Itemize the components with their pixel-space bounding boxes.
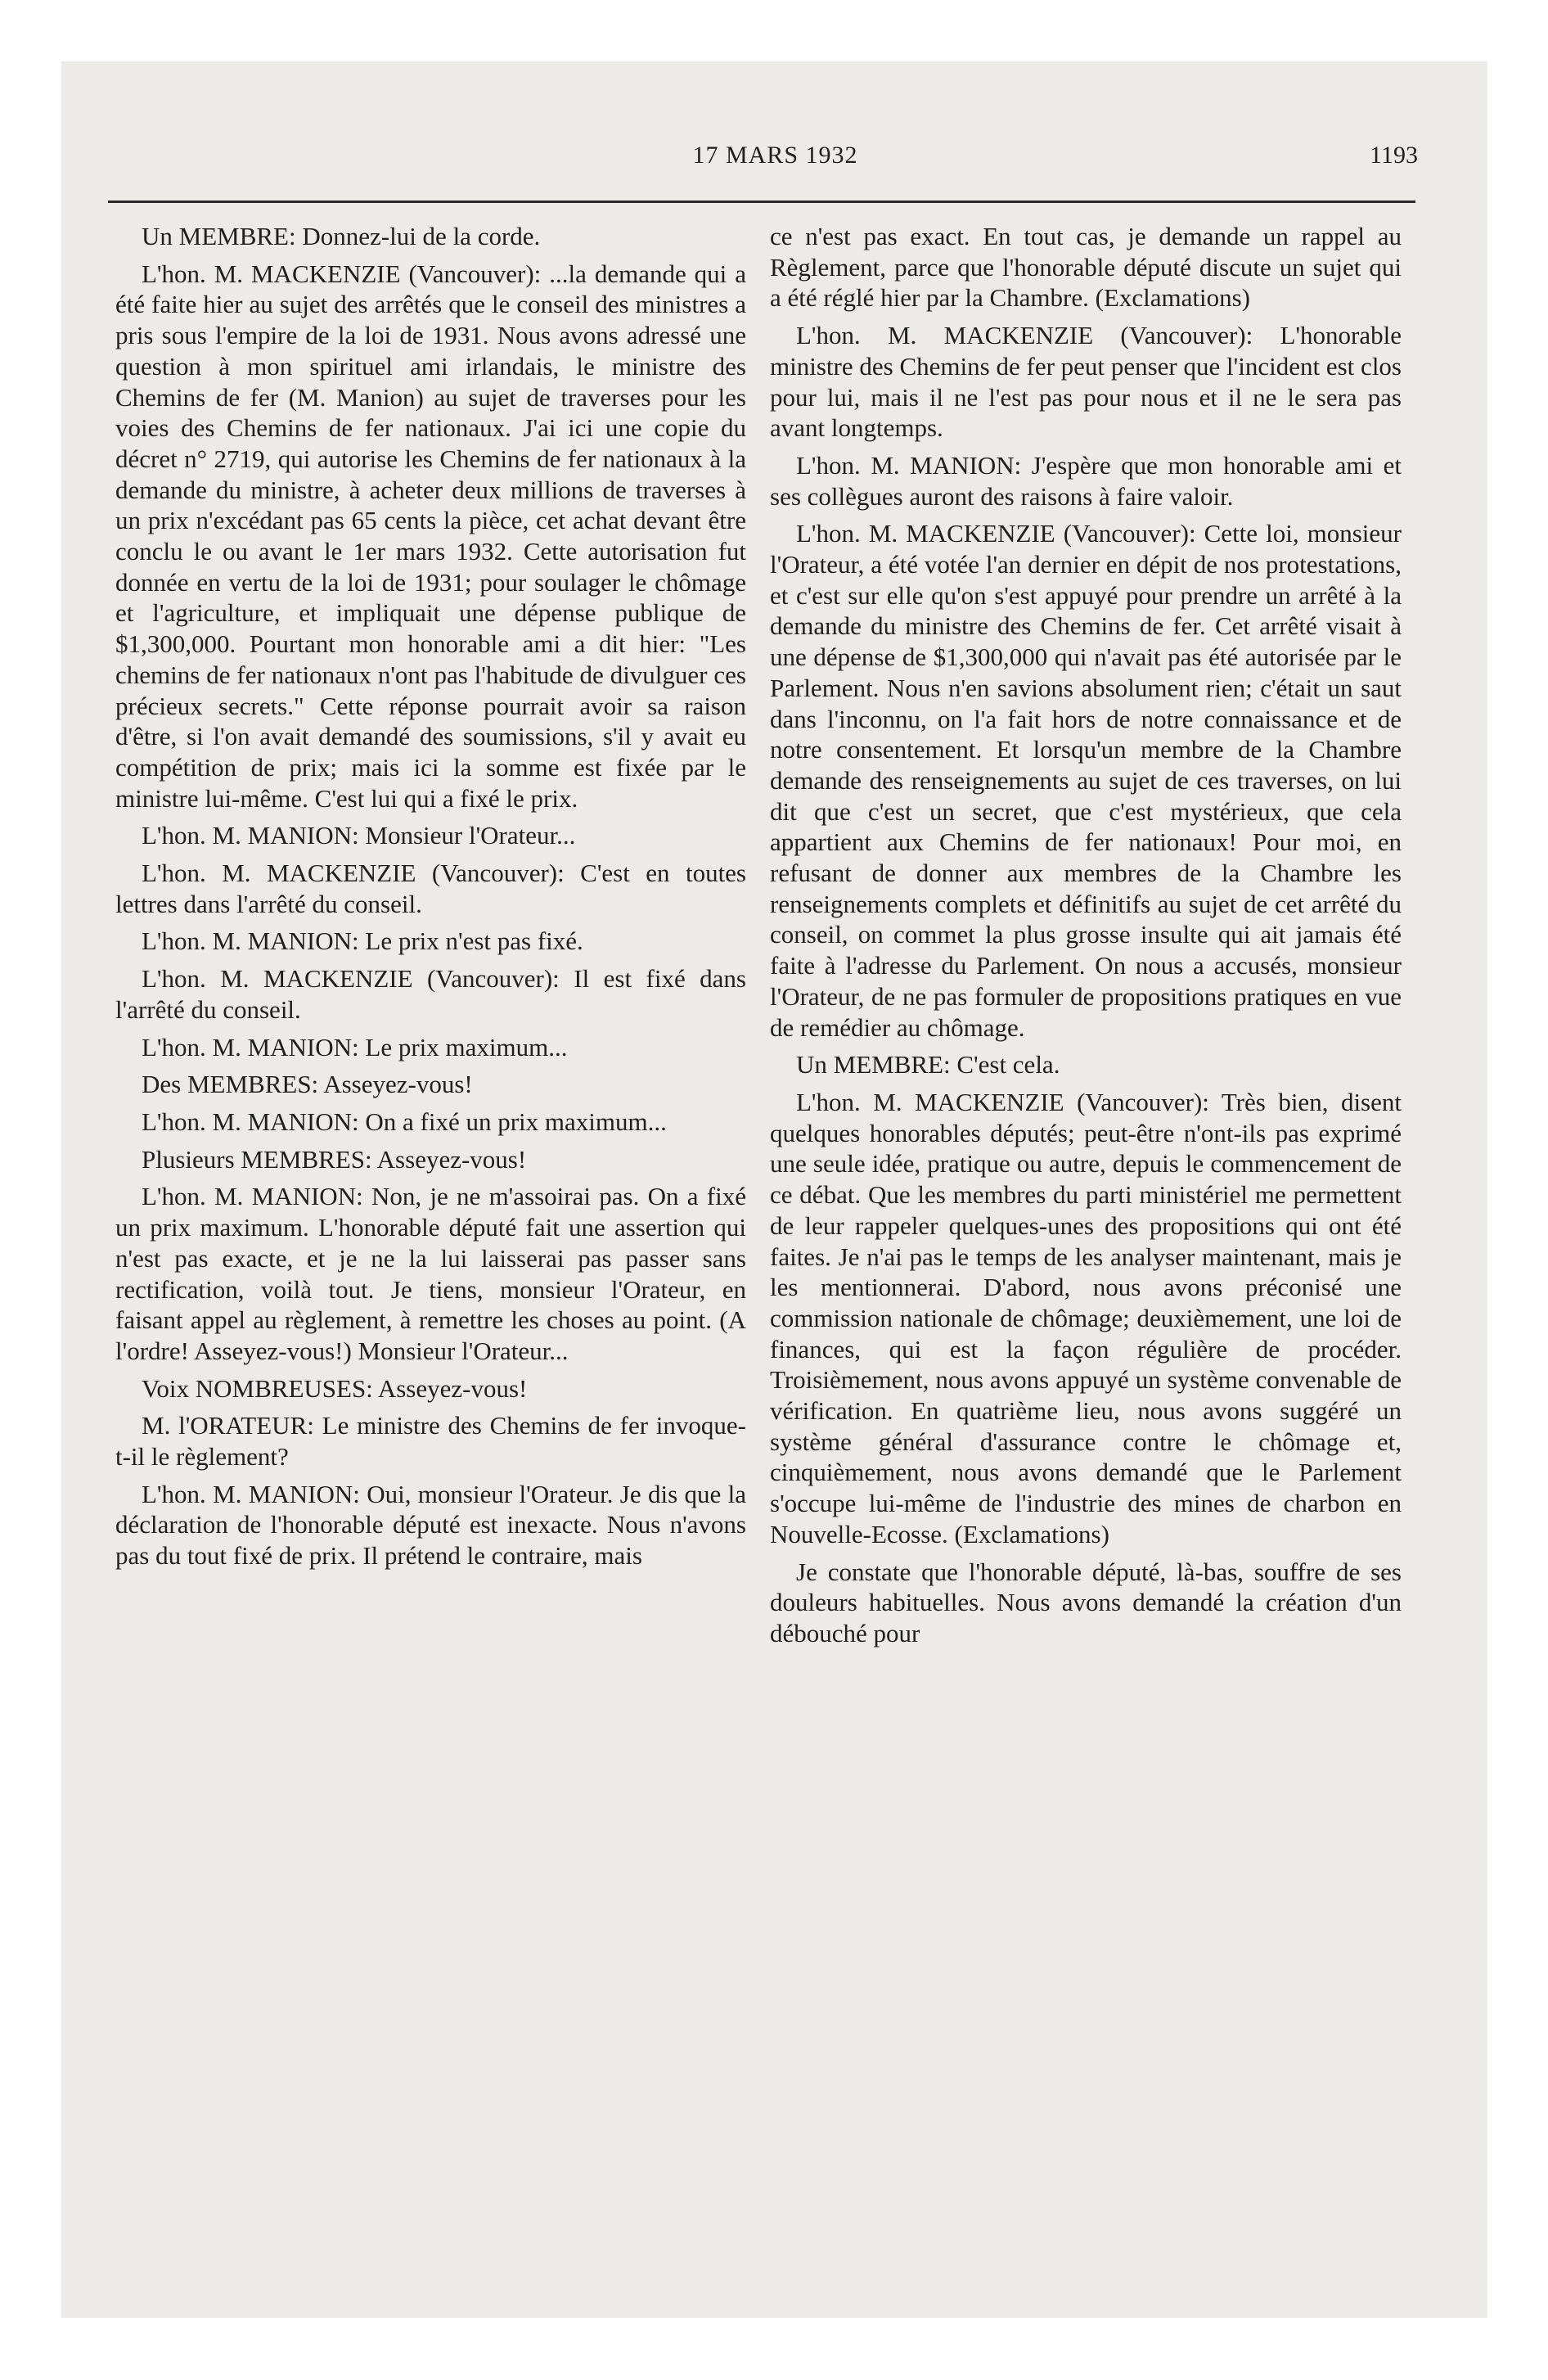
- left-column: [115, 221, 746, 1578]
- paragraph: L'hon. M. MANION: Le prix n'est pas fixé.: [142, 926, 583, 956]
- page-number: 1193: [1370, 142, 1418, 169]
- paragraph: Plusieurs MEMBRES: Asseyez-vous!: [142, 1144, 527, 1174]
- right-column: [770, 221, 1402, 1656]
- paragraph: ce n'est pas exact. En tout cas, je demande un rappel au Règlement, parce que l'honorable député discute un sujet qui a été réglé hier par la Chambre. (Exclamations): [770, 222, 1402, 313]
- page: [61, 61, 1487, 2318]
- paragraph: L'hon. M. MANION: On a fixé un prix maximum...: [142, 1107, 667, 1136]
- paragraph: L'hon. M. MANION: J'espère que mon honorable ami et ses collègues auront des raisons à faire valoir.: [770, 450, 1402, 511]
- paragraph: L'hon. M. MACKENZIE (Vancouver): Cette loi, monsieur l'Orateur, a été votée l'an dernier en dépit de nos protestations, et c'est sur elle qu'on s'est appuyé pour prendre un arrêté à la demande du ministre des Chemins de fer. Cet arrêté visait à une dépense de $1,300,000 qui n'avait pas été autorisée par le Parlement. Nous n'en savions absolument rien; c'était un saut dans l'inconnu, on l'a fait hors de notre connaissance et de notre consentement. Et lorsqu'un membre de la Chambre demande des renseignements au sujet de ces traverses, on lui dit que c'est un secret, que c'est mystérieux, que cela appartient aux Chemins de fer nationaux! Pour moi, en refusant de donner aux membres de la Chambre les renseignements complets et définitifs au sujet de cet arrêté du conseil, on commet la plus grosse insulte qui ait jamais été faite à l'adresse du Parlement. On nous a accusés, monsieur l'Orateur, de ne pas formuler de propositions pratiques en vue de remédier au chômage.: [770, 519, 1402, 1042]
- paragraph: L'hon. M. MACKENZIE (Vancouver): C'est en toutes lettres dans l'arrêté du conseil.: [115, 859, 746, 918]
- paragraph: Un MEMBRE: C'est cela.: [796, 1050, 1060, 1080]
- paragraph: L'hon. M. MANION: Non, je ne m'assoirai pas. On a fixé un prix maximum. L'honorable député fait une assertion qui n'est pas exacte, et je ne la lui laisserai pas passer sans rectification, voilà tout. Je tiens, monsieur l'Orateur, en faisant appel au règlement, à remettre les choses au point. (A l'ordre! Asseyez-vous!) Monsieur l'Orateur...: [115, 1182, 746, 1365]
- paragraph: L'hon. M. MACKENZIE (Vancouver): L'honorable ministre des Chemins de fer peut penser que l'incident est clos pour lui, mais il ne l'est pas pour nous et il ne le sera pas avant longtemps.: [770, 321, 1402, 443]
- paragraph: L'hon. M. MANION: Oui, monsieur l'Orateur. Je dis que la déclaration de l'honorable député est inexacte. Nous n'avons pas du tout fixé de prix. Il prétend le contraire, mais: [115, 1479, 746, 1571]
- paragraph: L'hon. M. MACKENZIE (Vancouver): ...la demande qui a été faite hier au sujet des arrêtés que le conseil des ministres a pris sous l'empire de la loi de 1931. Nous avons adressé une question à mon spirituel ami irlandais, le ministre des Chemins de fer (M. Manion) au sujet de traverses pour les voies des Chemins de fer nationaux. J'ai ici une copie du décret n° 2719, qui autorise les Chemins de fer nationaux à la demande du ministre, à acheter deux millions de traverses à un prix n'excédant pas 65 cents la pièce, cet achat devant être conclu le ou avant le 1er mars 1932. Cette autorisation fut donnée en vertu de la loi de 1931; pour soulager le chômage et l'agriculture, et impliquait une dépense publique de $1,300,000. Pourtant mon honorable ami a dit hier: "Les chemins de fer nationaux n'ont pas l'habitude de divulguer ces précieux secrets." Cette réponse pourrait avoir sa raison d'être, si l'on avait demandé des soumissions, s'il y avait eu compétition de prix; mais ici la somme est fixée par le ministre lui-même. C'est lui qui a fixé le prix.: [115, 259, 746, 813]
- paragraph: Voix NOMBREUSES: Asseyez-vous!: [142, 1373, 528, 1403]
- header-date: 17 MARS 1932: [692, 142, 858, 169]
- paragraph: Je constate que l'honorable député, là-bas, souffre de ses douleurs habituelles. Nous avons demandé la création d'un débouché pour: [770, 1557, 1402, 1648]
- paragraph: L'hon. M. MACKENZIE (Vancouver): Il est fixé dans l'arrêté du conseil.: [115, 964, 746, 1024]
- paragraph: L'hon. M. MANION: Le prix maximum...: [142, 1032, 568, 1062]
- paragraph: M. l'ORATEUR: Le ministre des Chemins de fer invoque-t-il le règlement?: [115, 1411, 746, 1472]
- paragraph: Un MEMBRE: Donnez-lui de la corde.: [142, 222, 541, 250]
- paragraph: Des MEMBRES: Asseyez-vous!: [142, 1070, 473, 1099]
- paragraph: L'hon. M. MANION: Monsieur l'Orateur...: [142, 821, 576, 850]
- page-header: [61, 142, 1487, 191]
- header-rule: [108, 201, 1415, 203]
- paragraph: L'hon. M. MACKENZIE (Vancouver): Très bien, disent quelques honorables députés; peut-être n'ont-ils pas exprimé une seule idée, pratique ou autre, depuis le commencement de ce débat. Que les membres du parti ministériel me permettent de leur rappeler quelques-unes des propositions qui ont été faites. Je n'ai pas le temps de les analyser maintenant, mais je les mentionnerai. D'abord, nous avons préconisé une commission nationale de chômage; deuxièmement, une loi de finances, qui est la façon régulière de procéder. Troisièmement, nous avons appuyé un système convenable de vérification. En quatrième lieu, nous avons suggéré un système général d'assurance contre le chômage et, cinquièmement, nous avons demandé que le Parlement s'occupe lui-même de l'industrie des mines de charbon en Nouvelle-Ecosse. (Exclamations): [770, 1087, 1402, 1548]
